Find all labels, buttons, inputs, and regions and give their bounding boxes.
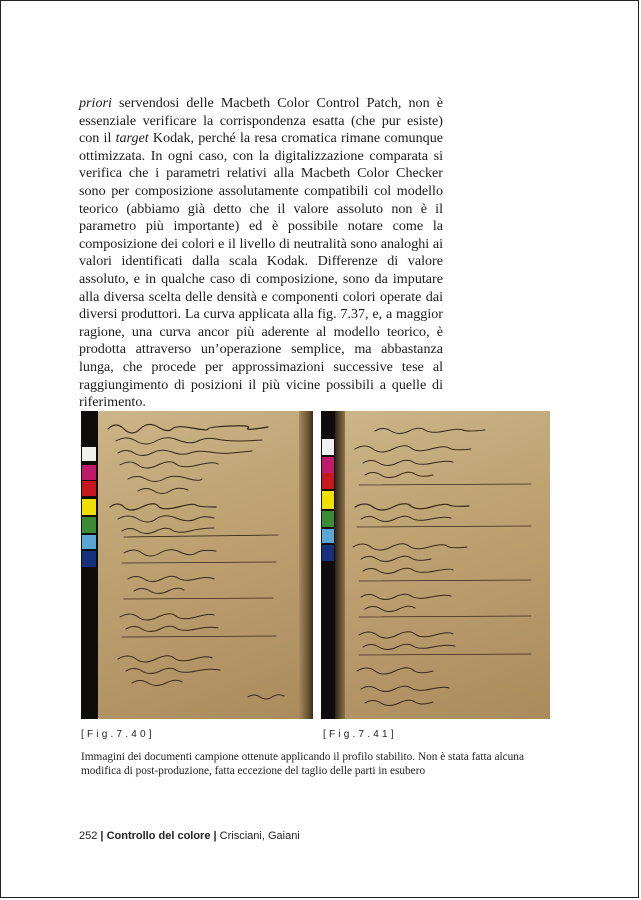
color-control-strip	[321, 411, 335, 719]
blue-patch	[322, 545, 334, 561]
page-number: 252	[79, 830, 98, 842]
cyan-patch	[322, 529, 334, 543]
handwriting-strokes	[335, 411, 550, 719]
italic-lead: priori	[79, 95, 112, 111]
yellow-patch	[82, 499, 96, 515]
yellow-patch	[322, 491, 334, 509]
green-patch	[82, 517, 96, 533]
green-patch	[322, 511, 334, 527]
handwriting-strokes	[98, 411, 313, 719]
cyan-patch	[82, 535, 96, 549]
page-footer	[79, 830, 300, 842]
body-text-part-1: servendosi delle Macbeth Color Control Patch, non è essenziale verificare la corrispondenza esatta (che pur esiste) con il	[79, 95, 443, 147]
footer-separator: |	[100, 830, 104, 842]
manuscript-page-right	[335, 411, 550, 719]
body-text-part-2: Kodak, perché la resa cromatica rimane comunque ottimizzata. In ogni caso, con la digitalizzazione comparata si verifica che i parametri relativi alla Macbeth Color Checker sono per composizione assolutamente compatibili col modello teorico (abbiamo già detto che il valore assoluto non è il parametro più importante) ed è possibile notare come la composizione dei colori e il livello di neutralità sono analoghi ai valori identificati dalla scala Kodak. Differenze di valore assoluto, e in qualche caso di composizione, sono da imputare alla diversa scelta delle densità e componenti colori operate dai diversi produttori. La curva applicata alla fig. 7.37, e, a maggior ragione, una curva ancor più aderente al modello teorico, è prodotta attraverso un’operazione semplice, ma abbastanza lunga, che procede per approssimazioni successive tese al raggiungimento di posizioni il più vicine possibili a quelle di riferimento.	[79, 130, 443, 411]
blue-patch	[82, 551, 96, 567]
figure-label-7-40: [Fig.7.40]	[81, 729, 155, 740]
figure-caption: Immagini dei documenti campione ottenute applicando il profilo stabilito. Non è stata fatta alcuna modifica di post-produzione, fatta eccezione del taglio delle parti in esubero	[81, 751, 524, 777]
body-paragraph	[79, 95, 443, 412]
manuscript-page-left	[98, 411, 313, 719]
section-title: Controllo del colore	[106, 830, 211, 842]
red-patch	[322, 473, 334, 489]
magenta-patch	[322, 457, 334, 473]
figure-7-40-manuscript-image	[81, 411, 313, 719]
figure-label-7-41: [Fig.7.41]	[323, 729, 397, 740]
footer-separator: |	[213, 830, 217, 842]
white-patch	[322, 439, 334, 455]
figure-7-41-manuscript-image	[321, 411, 550, 719]
white-patch	[82, 447, 96, 461]
magenta-patch	[82, 465, 96, 480]
italic-target: target	[115, 130, 149, 147]
red-patch	[82, 481, 96, 496]
authors: Crisciani, Gaiani	[219, 830, 300, 842]
color-control-strip	[81, 411, 98, 719]
